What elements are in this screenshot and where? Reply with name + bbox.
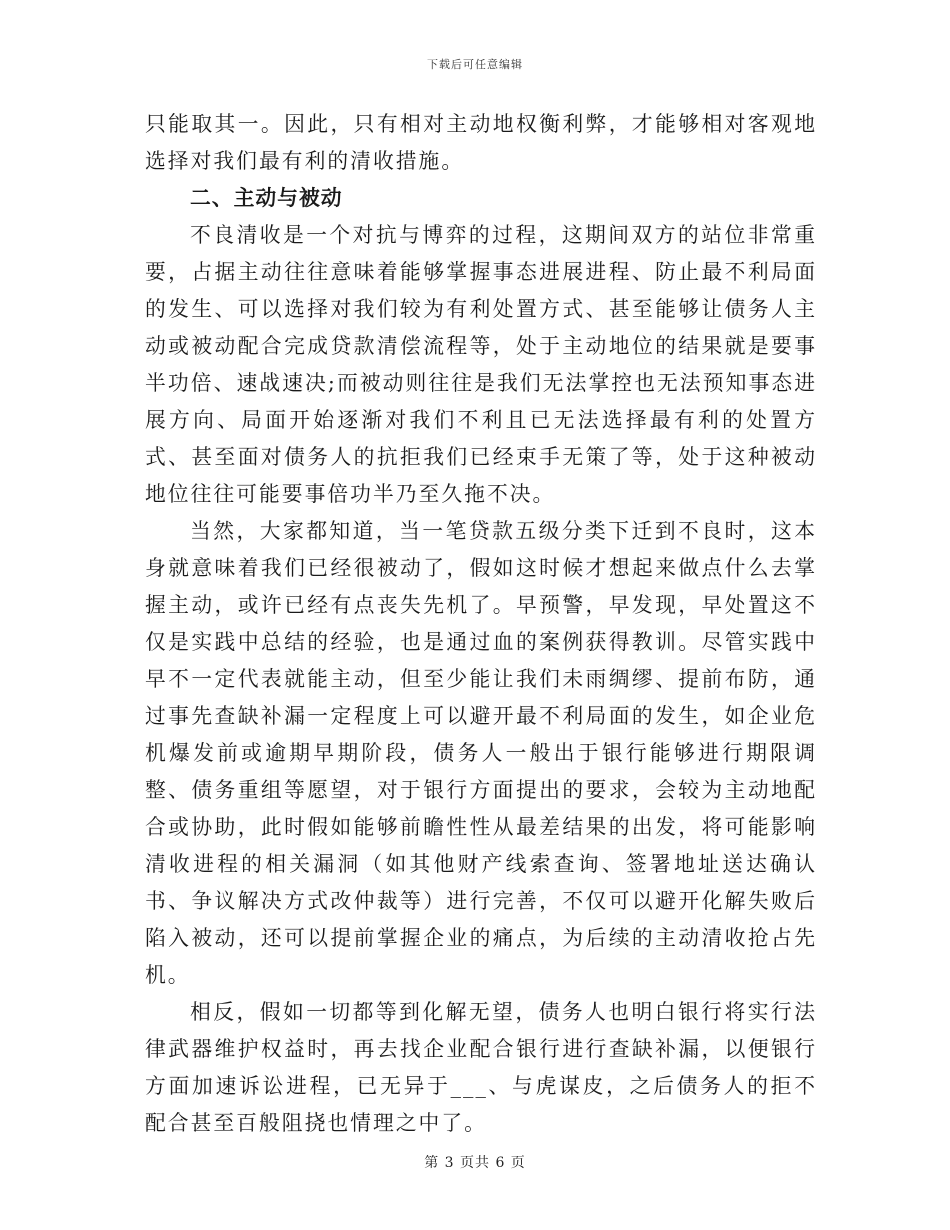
page-number: 第 3 页共 6 页 bbox=[424, 1155, 526, 1171]
paragraph-2: 当然，大家都知道，当一笔贷款五级分类下迁到不良时，这本身就意味着我们已经很被动了，假如这时候才想起来做点什么去掌握主动，或许已经有点丧失先机了。早预警，早发现，早处置这不仅是实践中总结的经验，也是通过血的案例获得教训。尽管实践中早不一定代表就能主动，但至少能让我们未雨绸缪、提前布防，通过事先查缺补漏一定程度上可以避开最不利局面的发生，如企业危机爆发前或逾期早期阶段，债务人一般出于银行能够进行期限调整、债务重组等愿望，对于银行方面提出的要求，会较为主动地配合或协助，此时假如能够前瞻性性从最差结果的出发，将可能影响清收进程的相关漏洞（如其他财产线索查询、签署地址送达确认书、争议解决方式改仲裁等）进行完善，不仅可以避开化解失败后陷入被动，还可以提前掌握企业的痛点，为后续的主动清收抢占先机。 bbox=[145, 519, 817, 987]
paragraph-1: 不良清收是一个对抗与博弈的过程，这期间双方的站位非常重要，占据主动往往意味着能够掌握事态进展进程、防止最不利局面的发生、可以选择对我们较为有利处置方式、甚至能够让债务人主动或被动配合完成贷款清偿流程等，处于主动地位的结果就是要事半功倍、速战速决;而被动则往往是我们无法掌控也无法预知事态进展方向、局面开始逐渐对我们不利且已无法选择最有利的处置方式、甚至面对债务人的抗拒我们已经束手无策了等，处于这种被动地位往往可能要事倍功半乃至久拖不决。 bbox=[145, 223, 817, 506]
page-header-note: 下载后可任意编辑 bbox=[427, 58, 523, 71]
section-heading: 二、主动与被动 bbox=[190, 186, 343, 210]
paragraph-continued: 只能取其一。因此，只有相对主动地权衡利弊，才能够相对客观地选择对我们最有利的清收措施。 bbox=[145, 112, 817, 173]
paragraph-3: 相反，假如一切都等到化解无望，债务人也明白银行将实行法律武器维护权益时，再去找企业配合银行进行查缺补漏，以便银行方面加速诉讼进程，已无异于___、与虎谋皮，之后债务人的拒不配合甚至百般阻挠也情理之中了。 bbox=[145, 1000, 817, 1135]
document-body bbox=[145, 106, 817, 1142]
